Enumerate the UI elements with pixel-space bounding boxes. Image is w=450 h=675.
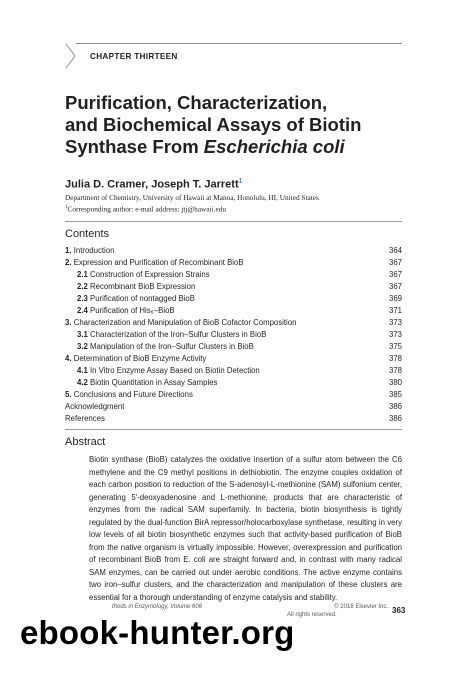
toc-entry[interactable]: [65, 269, 402, 281]
toc-entry[interactable]: [65, 389, 402, 401]
toc-entry-text: References: [65, 414, 105, 423]
toc-entry-number: 2.2: [77, 282, 88, 291]
toc-entry-title: [65, 414, 105, 423]
toc-entry-title: [65, 294, 195, 303]
toc-entry-number: 2.4: [77, 306, 88, 315]
toc-entry-page: 373: [388, 318, 402, 327]
toc-entry[interactable]: [65, 377, 402, 389]
toc-entry-number: 4.1: [77, 366, 88, 375]
toc-entry-title: [65, 402, 124, 411]
title-line-1: Purification, Characterization,: [65, 92, 328, 113]
toc-entry-page: 385: [388, 390, 402, 399]
corresponding-text: Corresponding author: e-mail address: jtj@hawaii.edu: [67, 204, 226, 214]
toc-entry-page: 373: [388, 330, 402, 339]
watermark: ebook-hunter.org: [20, 614, 295, 651]
title-line-2: and Biochemical Assays of Biotin: [65, 114, 362, 135]
table-of-contents: [65, 245, 402, 425]
toc-entry[interactable]: [65, 305, 402, 317]
toc-entry[interactable]: [65, 293, 402, 305]
toc-entry-page: 367: [388, 258, 402, 267]
toc-entry[interactable]: [65, 281, 402, 293]
toc-entry-page: 380: [388, 378, 402, 387]
toc-entry-text: Biotin Quantitation in Assay Samples: [90, 378, 218, 387]
affiliation: [65, 193, 319, 214]
journal-volume: thods in Enzymology, Volume 606: [112, 604, 203, 610]
toc-entry-page: 378: [388, 366, 402, 375]
toc-entry[interactable]: [65, 401, 402, 413]
toc-entry[interactable]: [65, 329, 402, 341]
toc-entry-text: Purification of His₆–BioB: [90, 306, 175, 315]
author-names: Julia D. Cramer, Joseph T. Jarrett: [65, 178, 239, 191]
toc-entry-number: 2.1: [77, 270, 88, 279]
toc-entry-title: [65, 342, 254, 351]
toc-entry-page: 378: [388, 354, 402, 363]
toc-entry[interactable]: [65, 413, 402, 425]
toc-entry-title: [65, 330, 266, 339]
toc-entry-text: Acknowledgment: [65, 402, 125, 411]
toc-entry-text: Conclusions and Future Directions: [73, 390, 193, 399]
abstract-heading: Abstract: [65, 436, 106, 448]
divider: [65, 429, 402, 430]
copyright: © 2018 Elsevier Inc.: [334, 604, 388, 610]
toc-entry-number: 2.: [65, 258, 72, 267]
toc-entry-number: 4.: [65, 354, 72, 363]
toc-entry-text: Introduction: [73, 246, 115, 255]
divider: [65, 221, 402, 222]
toc-entry-number: 2.3: [77, 294, 88, 303]
toc-entry-text: Construction of Expression Strains: [90, 270, 210, 279]
chapter-rule: [76, 43, 402, 44]
toc-entry-number: 1.: [65, 246, 72, 255]
toc-entry-text: Manipulation of the Iron–Sulfur Clusters in BioB: [90, 342, 254, 351]
toc-entry-title: [65, 306, 175, 315]
toc-entry-text: Characterization of the Iron–Sulfur Clusters in BioB: [90, 330, 267, 339]
toc-entry-number: 3.2: [77, 342, 88, 351]
toc-entry-title: [65, 282, 195, 291]
rights: All rights reserved.: [287, 612, 337, 618]
toc-entry-page: 369: [388, 294, 402, 303]
toc-entry-text: Determination of BioB Enzyme Activity: [73, 354, 207, 363]
toc-entry-text: In Vitro Enzyme Assay Based on Biotin Detection: [90, 366, 260, 375]
toc-entry-page: 386: [388, 414, 402, 423]
toc-entry-page: 367: [388, 282, 402, 291]
toc-entry-title: [65, 378, 217, 387]
toc-entry[interactable]: [65, 257, 402, 269]
toc-entry-title: [65, 246, 114, 255]
toc-entry-number: 3.: [65, 318, 72, 327]
toc-entry-number: 4.2: [77, 378, 88, 387]
page-number: 363: [392, 606, 406, 615]
toc-entry-title: [65, 258, 244, 267]
toc-entry-page: 386: [388, 402, 402, 411]
toc-entry-text: Recombinant BioB Expression: [90, 282, 196, 291]
toc-entry-text: Expression and Purification of Recombinant BioB: [73, 258, 244, 267]
toc-entry-page: 367: [388, 270, 402, 279]
title-species: Escherichia coli: [203, 136, 345, 157]
toc-entry-title: [65, 318, 296, 327]
toc-entry-page: 371: [388, 306, 402, 315]
chapter-title: [65, 92, 405, 158]
chapter-marker-icon: [64, 42, 78, 70]
toc-entry[interactable]: [65, 353, 402, 365]
chapter-label: CHAPTER THIRTEEN: [90, 52, 178, 61]
title-line-3-prefix: Synthase From: [65, 136, 204, 157]
toc-entry-title: [65, 270, 210, 279]
toc-entry[interactable]: [65, 317, 402, 329]
toc-entry-page: 364: [388, 246, 402, 255]
toc-entry-page: 375: [388, 342, 402, 351]
toc-entry-title: [65, 354, 206, 363]
toc-entry-text: Characterization and Manipulation of BioB Cofactor Composition: [73, 318, 297, 327]
author-footnote-mark[interactable]: 1: [238, 178, 243, 185]
toc-entry-title: [65, 390, 193, 399]
authors: [65, 178, 243, 191]
title-line-3: [65, 136, 405, 158]
corresponding-author: [65, 203, 319, 214]
toc-entry[interactable]: [65, 341, 402, 353]
toc-entry-number: 3.1: [77, 330, 88, 339]
abstract-text: Biotin synthase (BioB) catalyzes the oxidative insertion of a sulfur atom between the C6 methylene and the C9 methyl positions in dethiobiotin. The enzyme couples oxidation of each carbon position to reduction of the S-adenosyl-L-methionine (SAM) sulfonium center, generating 5′-deoxyadenosine and L-methionine, products that are characteristic of enzymes from the radical SAM superfamily. In bacteria, biotin biosynthesis is tightly regulated by the dual-function BirA repressor/holocarboxylase synthetase, resulting in very low levels of all biotin biosynthetic enzymes such that activity-based purification of BioB from the native organism is virtually impossible. However, overexpression and purification of recombinant BioB from E. coli are straight forward and, in contrast with many radical SAM enzymes, can be carried out under aerobic conditions. The active enzyme contains two iron–sulfur clusters, and the characterization and manipulation of these clusters are essential for a thorough understanding of enzyme catalysis and stability.: [89, 455, 402, 602]
department: Department of Chemistry, University of Hawaii at Manoa, Honolulu, HI, United States: [65, 193, 319, 202]
contents-heading: Contents: [65, 228, 110, 240]
toc-entry-number: 5.: [65, 390, 72, 399]
corresponding-mark: 1: [65, 204, 68, 210]
toc-entry-text: Purification of nontagged BioB: [90, 294, 195, 303]
toc-entry[interactable]: [65, 245, 402, 257]
toc-entry-title: [65, 366, 260, 375]
toc-entry[interactable]: [65, 365, 402, 377]
